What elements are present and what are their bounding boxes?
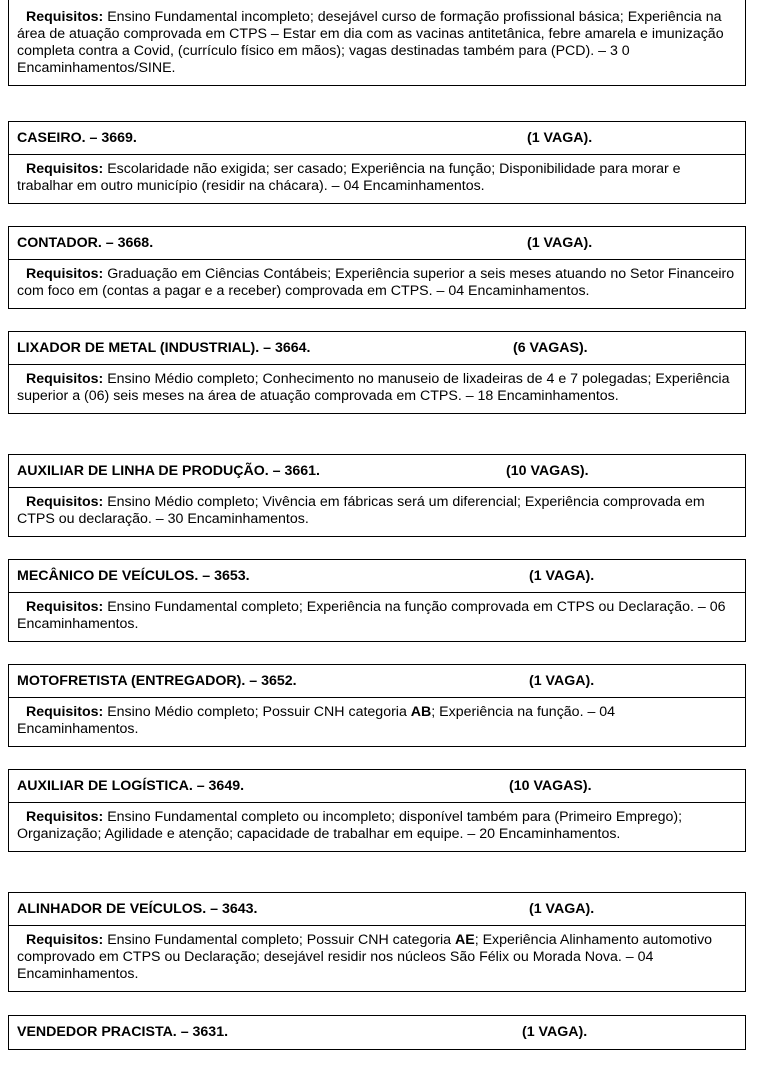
job-block-auxiliar-logistica xyxy=(8,769,746,852)
requirements-text-post: ; Experiência na função. – 04 Encaminhamentos. xyxy=(17,704,616,737)
job-header xyxy=(9,893,745,926)
job-requirements xyxy=(9,0,745,85)
job-vacancies: (1 VAGA). xyxy=(529,673,595,689)
job-title: MECÂNICO DE VEÍCULOS. – 3653. xyxy=(17,568,250,584)
job-header xyxy=(9,332,745,365)
job-block-continuation xyxy=(8,0,746,86)
job-requirements xyxy=(9,803,745,851)
requirements-text: Escolaridade não exigida; ser casado; Experiência na função; Disponibilidade para morar e trabalhar em outro município (residir na chácara). – 04 Encaminhamentos. xyxy=(17,161,681,194)
job-requirements xyxy=(9,593,745,641)
job-requirements xyxy=(9,926,745,991)
requirements-label: Requisitos: xyxy=(26,809,104,825)
job-requirements xyxy=(9,488,745,536)
requirements-label: Requisitos: xyxy=(26,494,104,510)
job-vacancies: (1 VAGA). xyxy=(527,130,593,146)
job-header xyxy=(9,227,745,260)
job-block-auxiliar-linha xyxy=(8,454,746,537)
job-vacancies: (1 VAGA). xyxy=(522,1024,588,1040)
requirements-label: Requisitos: xyxy=(26,266,104,282)
job-block-vendedor xyxy=(8,1015,746,1050)
job-requirements xyxy=(9,365,745,413)
requirements-text: Ensino Médio completo; Vivência em fábricas será um diferencial; Experiência comprovada em CTPS ou declaração. – 30 Encaminhamentos. xyxy=(17,494,705,527)
requirements-label: Requisitos: xyxy=(26,932,104,948)
job-header xyxy=(9,770,745,803)
requirements-label: Requisitos: xyxy=(26,161,104,177)
requirements-text-pre: Ensino Médio completo; Possuir CNH categoria xyxy=(107,704,411,720)
job-title: CONTADOR. – 3668. xyxy=(17,235,154,251)
job-title: AUXILIAR DE LINHA DE PRODUÇÃO. – 3661. xyxy=(17,463,320,479)
requirements-label: Requisitos: xyxy=(26,599,104,615)
job-vacancies: (1 VAGA). xyxy=(529,568,595,584)
job-block-contador xyxy=(8,226,746,309)
job-title: MOTOFRETISTA (ENTREGADOR). – 3652. xyxy=(17,673,297,689)
job-title: LIXADOR DE METAL (INDUSTRIAL). – 3664. xyxy=(17,340,311,356)
requirements-label: Requisitos: xyxy=(26,9,104,25)
job-vacancies: (1 VAGA). xyxy=(527,235,593,251)
job-block-mecanico xyxy=(8,559,746,642)
job-header xyxy=(9,665,745,698)
cnh-category: AB xyxy=(410,704,432,720)
job-block-caseiro xyxy=(8,121,746,204)
job-requirements xyxy=(9,260,745,308)
job-title: AUXILIAR DE LOGÍSTICA. – 3649. xyxy=(17,778,245,794)
job-header xyxy=(9,1016,745,1049)
job-requirements xyxy=(9,155,745,203)
job-block-lixador xyxy=(8,331,746,414)
requirements-label: Requisitos: xyxy=(26,704,104,720)
job-header xyxy=(9,122,745,155)
requirements-text: Ensino Fundamental incompleto; desejável curso de formação profissional básica; Experiência na área de atuação comprovada em CTPS – Estar em dia com as vacinas antitetânica, febre amarela e imunização completa contra a Covid, (currículo físico em mãos); vagas destinadas também para (PCD). – 3 0 Encaminhamentos/SINE. xyxy=(17,9,724,76)
job-title: VENDEDOR PRACISTA. – 3631. xyxy=(17,1024,229,1040)
requirements-text: Ensino Fundamental completo ou incompleto; disponível também para (Primeiro Emprego); Organização; Agilidade e atenção; capacidade de trabalhar em equipe. – 20 Encaminhamentos. xyxy=(17,809,683,842)
job-requirements xyxy=(9,698,745,746)
cnh-category: AE xyxy=(454,932,475,948)
job-vacancies: (1 VAGA). xyxy=(529,901,595,917)
requirements-label: Requisitos: xyxy=(26,371,104,387)
job-vacancies: (10 VAGAS). xyxy=(506,463,589,479)
requirements-text-post: ; Experiência Alinhamento automotivo comprovado em CTPS ou Declaração; desejável residir nos núcleos São Félix ou Morada Nova. – 04 Encaminhamentos. xyxy=(17,932,713,982)
requirements-text: Ensino Médio completo; Conhecimento no manuseio de lixadeiras de 4 e 7 polegadas; Experiência superior a (06) seis meses na área de atuação comprovada em CTPS. – 18 Encaminhamentos. xyxy=(17,371,730,404)
job-vacancies: (6 VAGAS). xyxy=(513,340,588,356)
requirements-text: Graduação em Ciências Contábeis; Experiência superior a seis meses atuando no Setor Financeiro com foco em (contas a pagar e a receber) comprovada em CTPS. – 04 Encaminhamentos. xyxy=(17,266,735,299)
job-block-alinhador xyxy=(8,892,746,992)
job-header xyxy=(9,560,745,593)
requirements-text-pre: Ensino Fundamental completo; Possuir CNH categoria xyxy=(107,932,455,948)
job-header xyxy=(9,455,745,488)
job-title: CASEIRO. – 3669. xyxy=(17,130,137,146)
requirements-text: Ensino Fundamental completo; Experiência na função comprovada em CTPS ou Declaração. – 06 Encaminhamentos. xyxy=(17,599,726,632)
job-vacancies: (10 VAGAS). xyxy=(509,778,592,794)
job-title: ALINHADOR DE VEÍCULOS. – 3643. xyxy=(17,901,258,917)
job-block-motofretista xyxy=(8,664,746,747)
